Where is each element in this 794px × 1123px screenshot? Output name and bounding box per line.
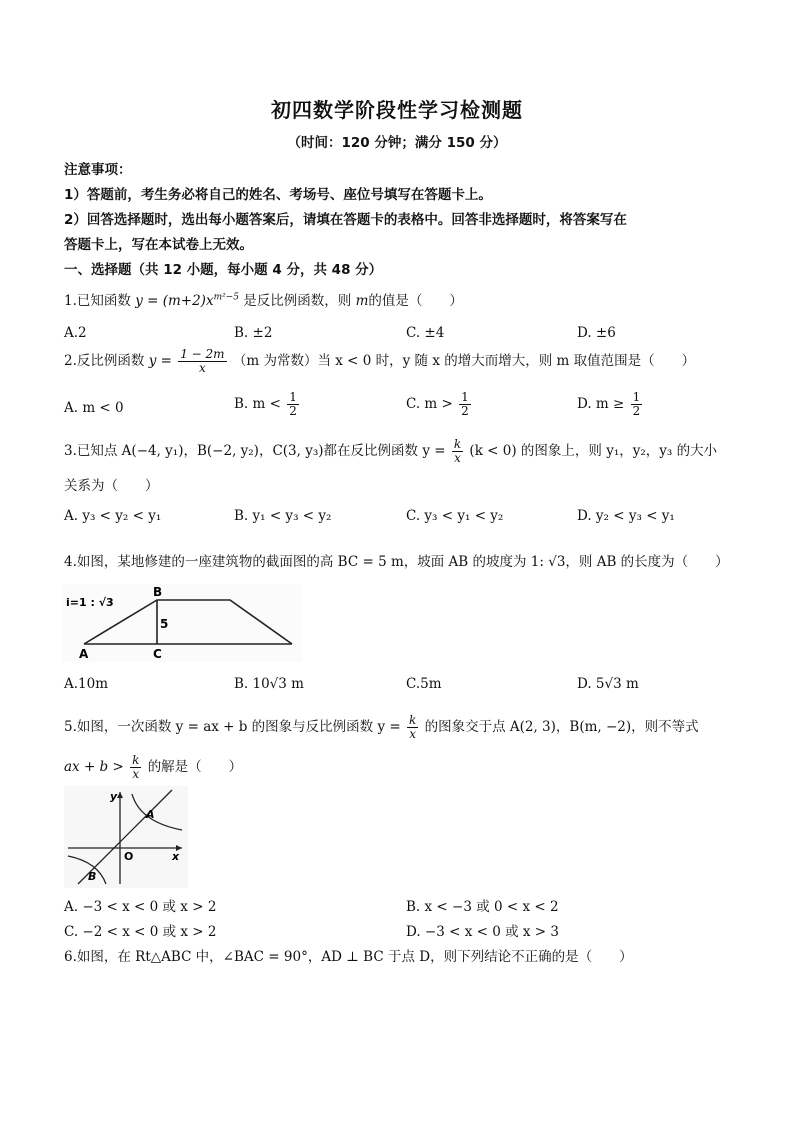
q5-fraction-2-num: k [132, 753, 140, 767]
q4-option-b: B. 10√3 m [234, 676, 304, 692]
q2-option-b-den: 2 [289, 404, 297, 418]
q5-option-b: B. x < −3 或 0 < x < 2 [406, 899, 559, 915]
q2-option-a: A. m < 0 [64, 400, 124, 416]
notes-item-2b: 答题卡上，写在本试卷上无效。 [64, 237, 253, 253]
q5-label-o: O [124, 850, 134, 863]
q2-option-d-num: 1 [632, 390, 641, 404]
q5-option-c: C. −2 < x < 0 或 x > 2 [64, 924, 217, 940]
q3-option-d: D. y₂ < y₃ < y₁ [577, 508, 675, 524]
q3-fraction [452, 438, 463, 465]
question-5 [64, 714, 699, 741]
q2-option-d [577, 391, 644, 418]
q5-figure-background [64, 786, 188, 888]
q5-text-1a: 5.如图，一次函数 y = ax + b 的图象与反比例函数 y = [64, 719, 401, 735]
q5-label-b: B [88, 870, 97, 883]
q5-text-1b: 的图象交于点 A(2, 3)，B(m, −2)，则不等式 [424, 719, 699, 735]
q3-fraction-num: k [453, 437, 462, 451]
notes-heading: 注意事项： [64, 162, 132, 178]
q4-figure [62, 584, 302, 662]
q5-line-2 [64, 754, 242, 781]
q4-label-b: B [153, 585, 163, 599]
q2-option-d-frac [631, 391, 643, 418]
q5-text-2a: ax + b > [64, 759, 124, 775]
q4-option-c: C.5m [406, 676, 442, 692]
q5-label-x: x [172, 850, 180, 863]
question-2 [64, 348, 695, 375]
q2-fraction-num: 1 − 2m [180, 347, 225, 361]
q5-label-y: y [110, 790, 118, 803]
q4-label-a: A [79, 647, 89, 661]
section-heading: 一、选择题（共 12 小题，每小题 4 分，共 48 分） [64, 262, 383, 278]
q3-text-1a: 3.已知点 A(−4, y₁)，B(−2, y₂)，C(3, y₃)都在反比例函数 y = [64, 443, 446, 459]
q5-fraction-den: x [409, 727, 417, 741]
q5-option-d: D. −3 < x < 0 或 x > 3 [406, 924, 559, 940]
q2-option-b-frac [287, 391, 299, 418]
q1-option-b: B. ±2 [234, 325, 273, 341]
notes-item-1: 1）答题前，考生务必将自己的姓名、考场号、座位号填写在答题卡上。 [64, 187, 492, 203]
q1-post2: 的值是（ ） [368, 293, 463, 309]
question-4: 4.如图，某地修建的一座建筑物的截面图的高 BC = 5 m，坡面 AB 的坡度为 1: √3，则 AB 的长度为（ ） [64, 554, 729, 570]
page-subtitle: （时间：120 分钟；满分 150 分） [287, 135, 507, 151]
q4-option-a: A.10m [64, 676, 109, 692]
q4-label-5: 5 [160, 617, 169, 631]
q2-fraction [178, 348, 226, 375]
q2-option-d-pre: D. m ≥ [577, 396, 625, 412]
page-title: 初四数学阶段性学习检测题 [271, 98, 523, 122]
q1-pre: 1.已知函数 [64, 293, 131, 309]
q2-option-b-pre: B. m < [234, 396, 281, 412]
q1-option-d: D. ±6 [577, 325, 616, 341]
q2-fraction-den: x [199, 361, 206, 375]
q1-expr: y = (m+2)x [135, 293, 214, 309]
question-1 [64, 289, 463, 309]
q1-option-c: C. ±4 [406, 325, 445, 341]
q3-text-2: 关系为（ ） [64, 478, 159, 494]
question-6: 6.如图，在 Rt△ABC 中，∠BAC = 90°，AD ⊥ BC 于点 D，则下列结论不正确的是（ ） [64, 949, 633, 965]
q2-option-b [234, 391, 301, 418]
q2-option-c-num: 1 [461, 390, 469, 404]
q4-ratio-label: i=1 : √3 [66, 596, 114, 609]
q2-option-d-den: 2 [632, 404, 641, 418]
q1-post: 是反比例函数，则 [243, 293, 352, 309]
q5-fraction-2 [130, 754, 141, 781]
q5-label-a: A [146, 808, 155, 821]
q1-var: m [355, 293, 369, 309]
q5-fraction [407, 714, 418, 741]
question-3 [64, 438, 717, 465]
q5-option-a: A. −3 < x < 0 或 x > 2 [64, 899, 217, 915]
q4-option-d: D. 5√3 m [577, 676, 639, 692]
q2-option-c-frac [459, 391, 471, 418]
q3-fraction-den: x [454, 451, 461, 465]
q2-pre: 2.反比例函数 [64, 353, 145, 369]
q5-figure [64, 786, 188, 888]
q4-label-c: C [153, 647, 162, 661]
q1-exponent: m²−5 [213, 292, 239, 303]
q5-fraction-num: k [409, 713, 417, 727]
q2-y: y = [148, 353, 172, 369]
q1-option-a: A.2 [64, 325, 87, 341]
q2-option-c [406, 391, 473, 418]
q5-text-2b: 的解是（ ） [147, 759, 243, 775]
q2-option-c-pre: C. m > [406, 396, 453, 412]
q3-option-b: B. y₁ < y₃ < y₂ [234, 508, 332, 524]
q2-mid: （m 为常数）当 x < 0 时，y 随 x 的增大而增大，则 m 取值范围是（ ） [232, 353, 696, 369]
q3-option-a: A. y₃ < y₂ < y₁ [64, 508, 162, 524]
q2-option-c-den: 2 [461, 404, 469, 418]
q3-text-1b: (k < 0) 的图象上，则 y₁，y₂，y₃ 的大小 [469, 443, 718, 459]
q5-fraction-2-den: x [132, 767, 140, 781]
q3-option-c: C. y₃ < y₁ < y₂ [406, 508, 504, 524]
q2-option-b-num: 1 [289, 390, 297, 404]
notes-item-2a: 2）回答选择题时，选出每小题答案后，请填在答题卡的表格中。回答非选择题时，将答案写在 [64, 212, 627, 228]
